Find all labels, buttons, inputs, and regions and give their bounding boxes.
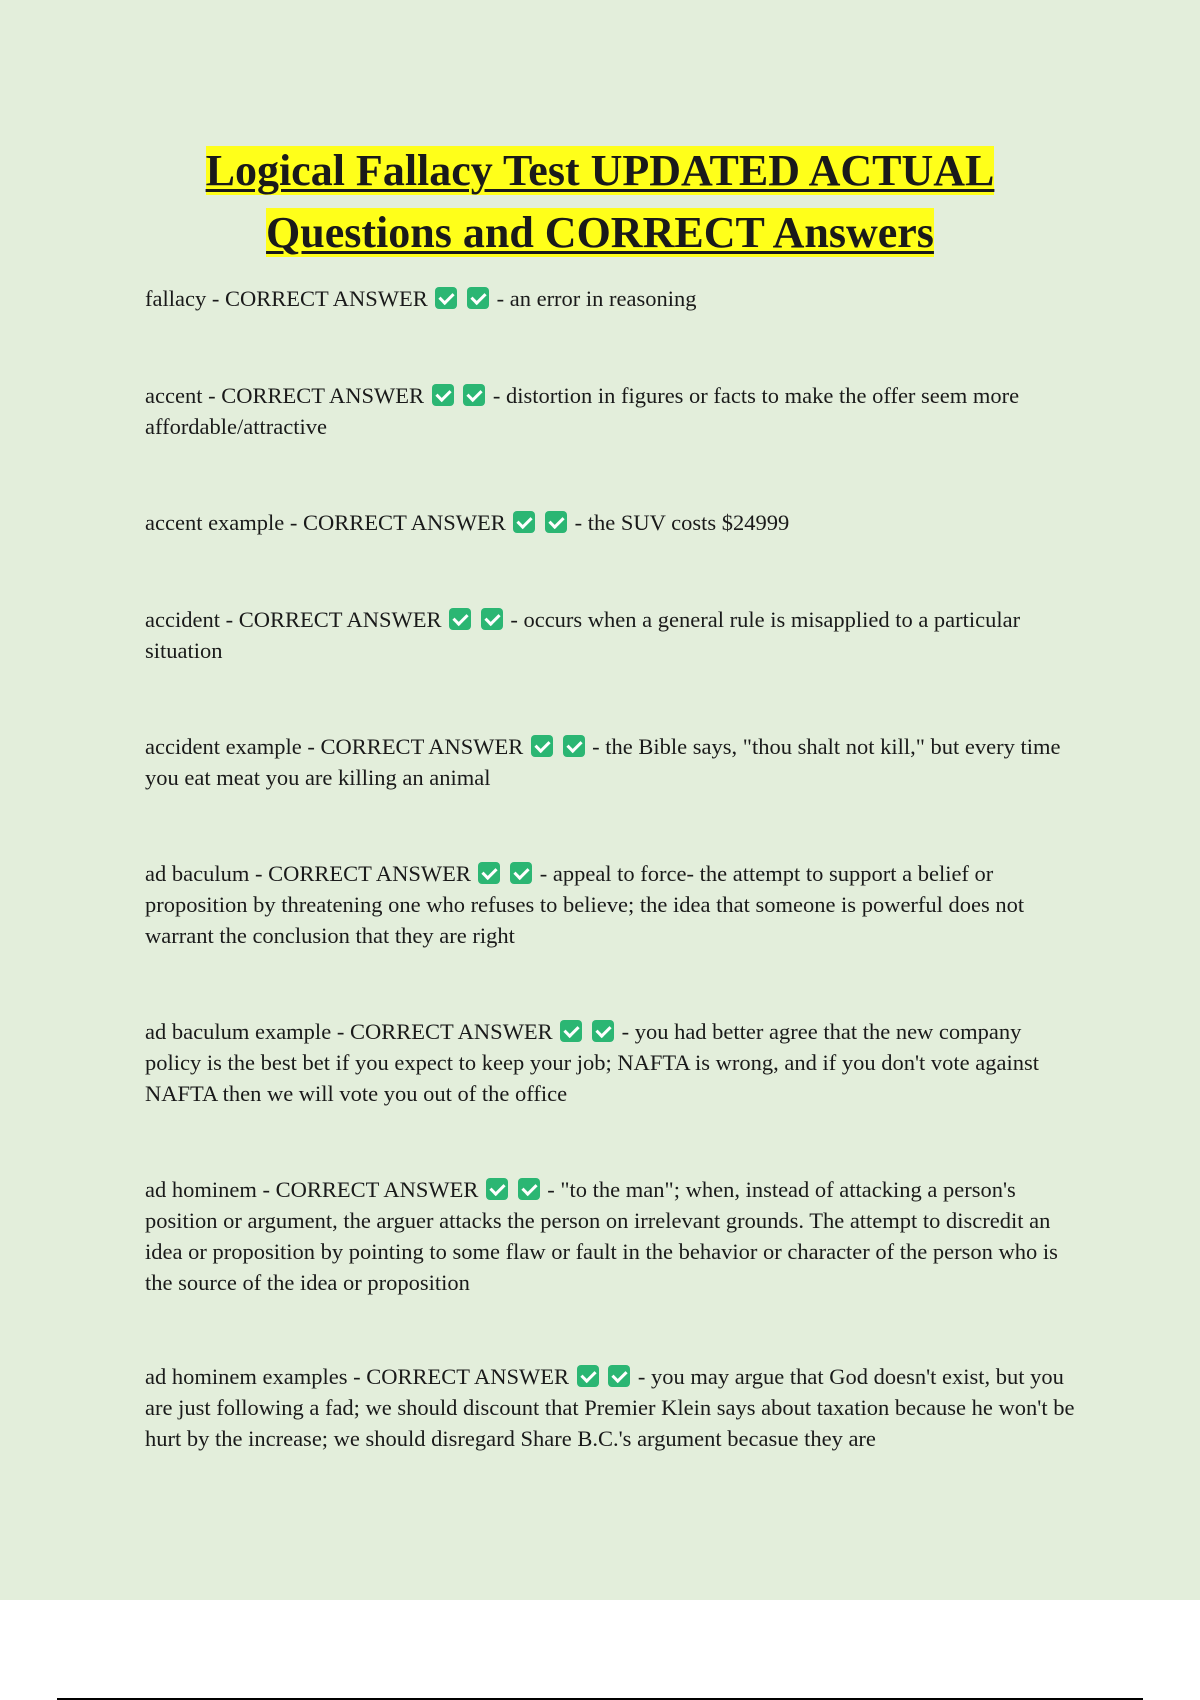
check-mark-icon bbox=[592, 1020, 614, 1042]
entry-definition: an error in reasoning bbox=[509, 286, 697, 311]
qa-entry: ad baculum example - CORRECT ANSWER - you had better agree that the new company policy is the best bet if you expect to keep your job; NAFTA is wrong, and if you don't vote against NAFTA then we will vote you out of the office bbox=[145, 1019, 1039, 1106]
check-mark-icon bbox=[467, 287, 489, 309]
entry-label: CORRECT ANSWER bbox=[275, 1177, 479, 1202]
entry-term: accent example bbox=[145, 510, 285, 535]
qa-entry: ad hominem - CORRECT ANSWER - "to the man"; when, instead of attacking a person's position or argument, the arguer attacks the person on irrelevant grounds. The attempt to discredit an idea or proposition by pointing to some flaw or fault in the behavior or character of the person who is the source of the idea or proposition bbox=[145, 1177, 1058, 1295]
check-mark-icon bbox=[463, 384, 485, 406]
entry-term: accident example bbox=[145, 734, 302, 759]
entry-term: accident bbox=[145, 607, 220, 632]
check-mark-icon bbox=[449, 608, 471, 630]
entry-definition: distortion in figures or facts to make the offer seem more affordable/attractive bbox=[145, 383, 1020, 439]
check-mark-icon bbox=[545, 511, 567, 533]
entry-definition: the Bible says, "thou shalt not kill," but every time you eat meat you are killing an animal bbox=[145, 734, 1061, 790]
entry-term: ad baculum example bbox=[145, 1019, 332, 1044]
entry-definition: you may argue that God doesn't exist, but you are just following a fad; we should discount that Premier Klein says about taxation because he won't be hurt by the increase; we should disregard Share B.C.'s argument becasue they are bbox=[145, 1364, 1075, 1451]
entry-label: CORRECT ANSWER bbox=[224, 286, 428, 311]
qa-entry: accident example - CORRECT ANSWER - the Bible says, "thou shalt not kill," but every time you eat meat you are killing an animal bbox=[145, 734, 1061, 790]
check-mark-icon bbox=[531, 735, 553, 757]
entry-label: CORRECT ANSWER bbox=[320, 734, 524, 759]
check-mark-icon bbox=[481, 608, 503, 630]
qa-entry: fallacy - CORRECT ANSWER - an error in reasoning bbox=[145, 286, 697, 311]
entry-term: ad hominem bbox=[145, 1177, 257, 1202]
title-line-2: Questions and CORRECT Answers bbox=[266, 208, 934, 257]
entry-definition: appeal to force- the attempt to support a belief or proposition by threatening one who refuses to believe; the idea that someone is powerful does not warrant the conclusion that they are right bbox=[145, 861, 1025, 948]
check-mark-icon bbox=[560, 1020, 582, 1042]
entry-definition: the SUV costs $24999 bbox=[587, 510, 790, 535]
check-mark-icon bbox=[432, 384, 454, 406]
entry-definition: "to the man"; when, instead of attacking a person's position or argument, the arguer attacks the person on irrelevant grounds. The attempt to discredit an idea or proposition by pointing to some flaw or fault in the behavior or character of the person who is the source of the idea or proposition bbox=[145, 1177, 1058, 1295]
qa-entry: ad hominem examples - CORRECT ANSWER - you may argue that God doesn't exist, but you are just following a fad; we should discount that Premier Klein says about taxation because he won't be hurt by the increase; we should disregard Share B.C.'s argument becasue they are bbox=[145, 1364, 1075, 1451]
check-mark-icon bbox=[563, 735, 585, 757]
entry-label: CORRECT ANSWER bbox=[349, 1019, 553, 1044]
entry-definition: occurs when a general rule is misapplied to a particular situation bbox=[145, 607, 1021, 663]
entry-label: CORRECT ANSWER bbox=[221, 383, 424, 408]
check-mark-icon bbox=[478, 862, 500, 884]
entry-term: ad hominem examples bbox=[145, 1364, 348, 1389]
title-line-1: Logical Fallacy Test UPDATED ACTUAL bbox=[205, 146, 995, 195]
check-mark-icon bbox=[608, 1365, 630, 1387]
check-mark-icon bbox=[510, 862, 532, 884]
qa-entry: accent - CORRECT ANSWER - distortion in figures or facts to make the offer seem more affordable/attractive bbox=[145, 383, 1020, 439]
check-mark-icon bbox=[435, 287, 457, 309]
entry-term: fallacy bbox=[145, 286, 207, 311]
entry-label: CORRECT ANSWER bbox=[238, 607, 442, 632]
entry-label: CORRECT ANSWER bbox=[366, 1364, 569, 1389]
entry-definition: you had better agree that the new company policy is the best bet if you expect to keep your job; NAFTA is wrong, and if you don't vote against NAFTA then we will vote you out of the office bbox=[145, 1019, 1039, 1106]
check-mark-icon bbox=[577, 1365, 599, 1387]
check-mark-icon bbox=[486, 1178, 508, 1200]
check-mark-icon bbox=[513, 511, 535, 533]
qa-entry: accent example - CORRECT ANSWER - the SUV costs $24999 bbox=[145, 510, 790, 535]
entry-term: ad baculum bbox=[145, 861, 250, 886]
entry-term: accent bbox=[145, 383, 203, 408]
qa-entry: accident - CORRECT ANSWER - occurs when a general rule is misapplied to a particular situation bbox=[145, 607, 1021, 663]
qa-entry: ad baculum - CORRECT ANSWER - appeal to force- the attempt to support a belief or proposition by threatening one who refuses to believe; the idea that someone is powerful does not warrant the conclusion that they are right bbox=[145, 861, 1025, 948]
check-mark-icon bbox=[518, 1178, 540, 1200]
document-title bbox=[0, 140, 1200, 264]
entry-label: CORRECT ANSWER bbox=[268, 861, 471, 886]
entry-label: CORRECT ANSWER bbox=[303, 510, 506, 535]
